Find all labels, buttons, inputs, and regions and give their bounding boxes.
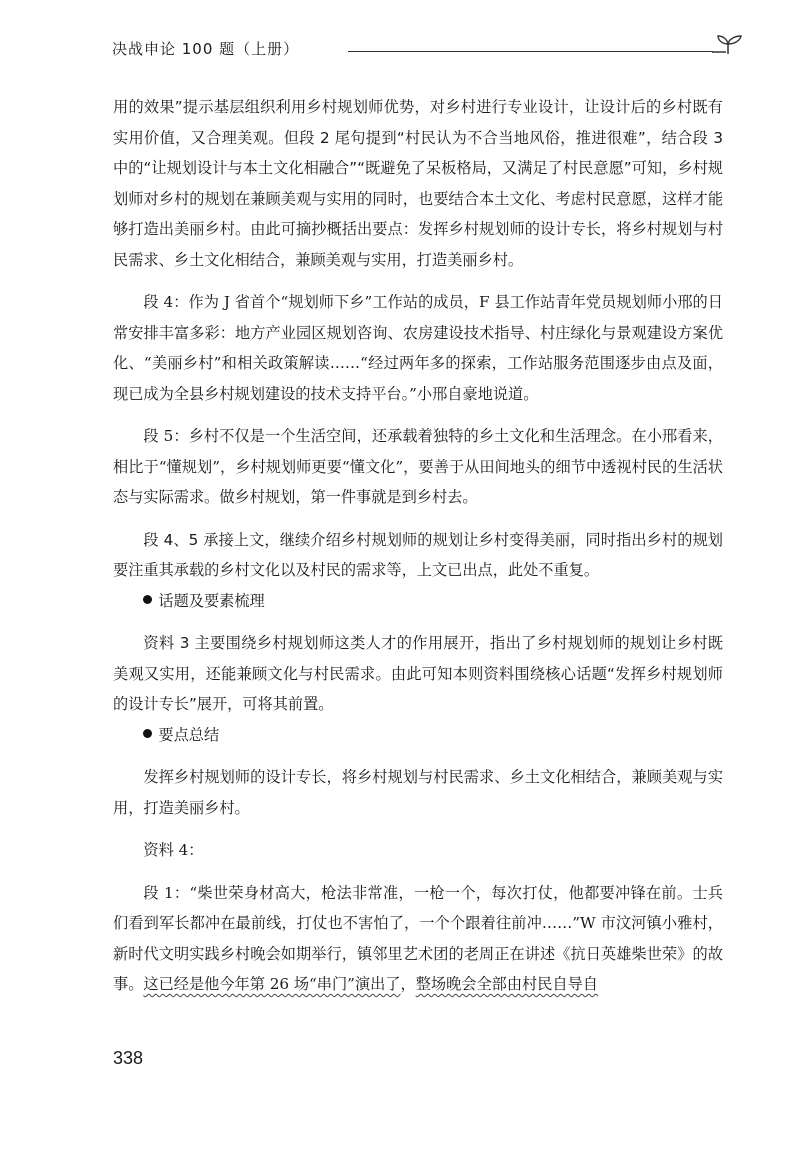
underlined-text: 整场晚会全部由村民自导自 [415,975,598,993]
bullet-icon [143,595,152,604]
bullet-label: 话题及要素梳理 [158,591,265,610]
underlined-text: 这已经是他今年第 26 场“串门”演出了 [143,975,401,993]
analysis-paragraph: 用的效果”提示基层组织利用乡村规划师优势，对乡村进行专业设计，让设计后的乡村既有实用价值，又合理美观。但段 2 尾句提到“村民认为不合当地风俗，推进很难”，结合段 3 中的“让规划设计与本土文化相融合”“既避免了呆板格局，又满足了村民意愿”可知，乡村规划师对乡村的规划在兼顾美观与实用的同时，也要结合本土文化、考虑村民意愿，这样才能够打造出美丽乡村。由此可摘抄概括出要点：发挥乡村规划师的设计专长，将乡村规划与村民需求、乡土文化相结合，兼顾美观与实用，打造美丽乡村。 [113,98,723,269]
material-heading: 资料 4： [143,841,204,859]
bullet-heading-summary [113,720,723,751]
analysis-paragraph-4-5: 段 4、5 承接上文，继续介绍乡村规划师的规划让乡村变得美丽，同时指出乡村的规划要注重其承载的乡村文化以及村民的需求等，上文已出点，此处不重复。 [113,530,723,579]
material-paragraph-5: 段 5：乡村不仅是一个生活空间，还承载着独特的乡土文化和生活理念。在小邢看来，相比于“懂规划”，乡村规划师更要“懂文化”，要善于从田间地头的细节中透视村民的生活状态与实际需求。做乡村规划，第一件事就是到乡村去。 [113,427,723,506]
material-paragraph-4: 段 4：作为 J 省首个“规划师下乡”工作站的成员，F 县工作站青年党员规划师小邢的日常安排丰富多彩：地方产业园区规划咨询、农房建设技术指导、村庄绿化与景观建设方案优化、“美丽乡村”和相关政策解读……“经过两年多的探索，工作站服务范围逐步由点及面，现已成为全县乡村规划建设的技术支持平台。”小邢自豪地说道。 [113,293,723,403]
page-number: 338 [113,1048,144,1068]
bullet-icon [143,729,152,738]
material-paragraph-1 [113,878,723,1000]
bullet-label: 要点总结 [158,725,220,744]
material-text: 段 1：“柴世荣身材高大，枪法非常准，一枪一个，每次打仗，他都要冲锋在前。士兵们看到军长都冲在最前线，打仗也不害怕了，一个个跟着往前冲……”W 市汶河镇小雅村，新时代文明实践乡村晚会如期举行，镇邻里艺术团的老周正在讲述《抗日英雄柴世荣》的故事。 [113,883,723,993]
sprout-icon [710,34,746,60]
topic-paragraph: 资料 3 主要围绕乡村规划师这类人才的作用展开，指出了乡村规划师的规划让乡村既美观又实用，还能兼顾文化与村民需求。由此可知本则资料围绕核心话题“发挥乡村规划师的设计专长”展开，可将其前置。 [113,634,723,713]
book-title: 决战申论 100 题（上册） [112,40,300,58]
page-body [113,92,723,1000]
punctuation: ， [400,975,416,993]
page-header [112,38,752,78]
bullet-heading-topic [113,586,723,617]
header-rule [348,51,713,52]
summary-paragraph: 发挥乡村规划师的设计专长，将乡村规划与村民需求、乡土文化相结合，兼顾美观与实用，打造美丽乡村。 [113,768,723,817]
